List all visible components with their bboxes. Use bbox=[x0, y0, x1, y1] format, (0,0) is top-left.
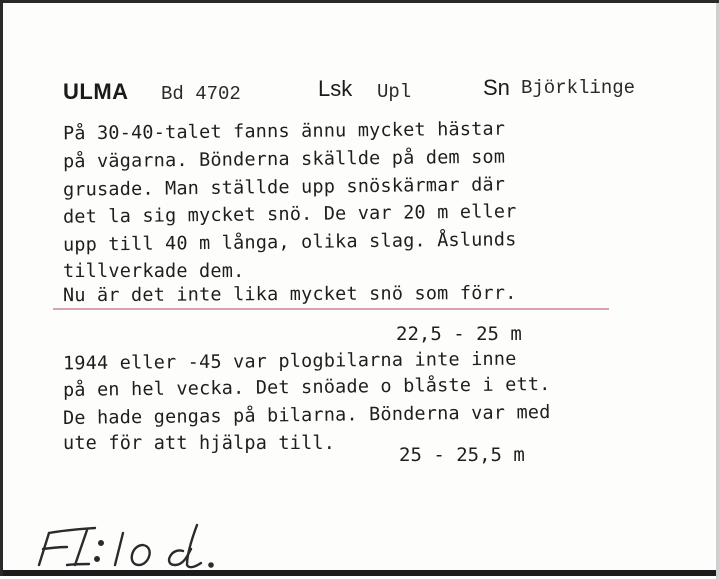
handwritten-signature bbox=[35, 521, 235, 573]
text-line: upp till 40 m långa, olika slag. Åslunds bbox=[62, 229, 517, 256]
header-name: ULMA bbox=[63, 79, 129, 104]
header-volume: Bd 4702 bbox=[161, 83, 241, 105]
measurement-1: 22,5 - 25 m bbox=[396, 323, 522, 345]
underline-rule bbox=[53, 308, 609, 310]
measurement-2: 25 - 25,5 m bbox=[399, 444, 525, 466]
text-line: De hade gengas på bilarna. Bönderna var med bbox=[62, 402, 551, 429]
header-sn-value: Björklinge bbox=[521, 77, 636, 99]
text-line: tillverkade dem. bbox=[63, 261, 245, 282]
text-line: 1944 eller -45 var plogbilarna inte inne bbox=[62, 348, 517, 375]
text-line: på vägarna. Bönderna skällde på dem som bbox=[62, 146, 506, 173]
header-sn-label: Sn bbox=[483, 75, 510, 100]
text-line: På 30-40-talet fanns ännu mycket hästar bbox=[62, 118, 506, 145]
text-line: ute för att hjälpa till. bbox=[63, 433, 336, 454]
header-lsk-value: Upl bbox=[377, 81, 412, 103]
text-line: grusade. Man ställde upp snöskärmar där bbox=[62, 174, 506, 201]
text-line: på en hel vecka. Det snöade o blåste i ett. bbox=[62, 374, 551, 401]
text-line: det la sig mycket snö. De var 20 m eller bbox=[62, 201, 517, 228]
header-lsk-label: Lsk bbox=[318, 76, 353, 101]
text-line: Nu är det inte lika mycket snö som förr. bbox=[62, 282, 517, 307]
